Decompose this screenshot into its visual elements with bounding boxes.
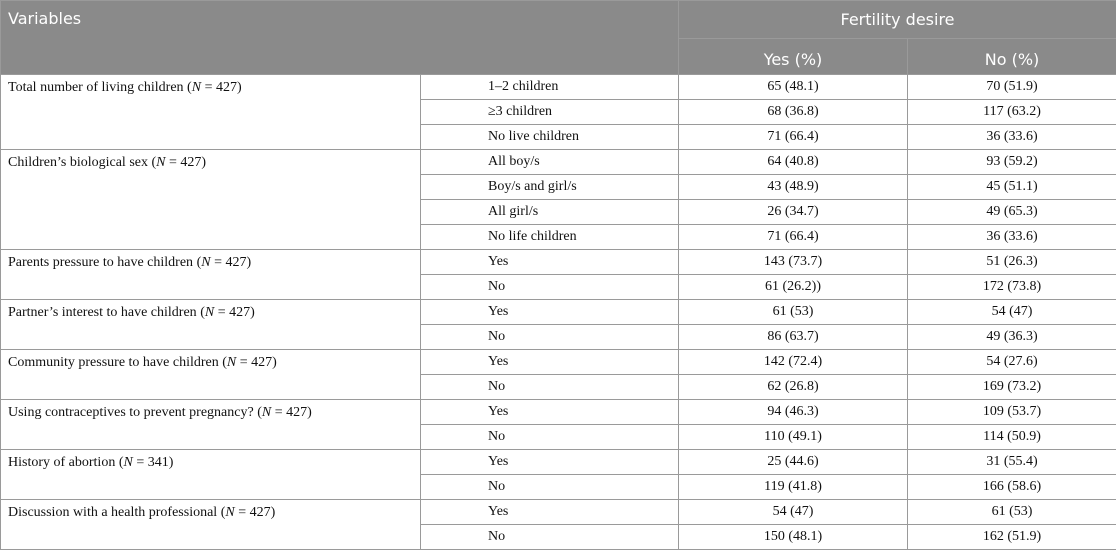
- category-cell: 1–2 children: [421, 75, 679, 100]
- yes-value-cell: 71 (66.4): [679, 125, 908, 150]
- yes-value-cell: 65 (48.1): [679, 75, 908, 100]
- category-cell: Yes: [421, 400, 679, 425]
- sample-size-label: N: [205, 305, 214, 320]
- category-cell: Boy/s and girl/s: [421, 175, 679, 200]
- yes-value-cell: 143 (73.7): [679, 250, 908, 275]
- sample-size-label: N: [201, 255, 210, 270]
- yes-value-cell: 150 (48.1): [679, 525, 908, 550]
- sample-size-value: = 427): [214, 255, 251, 270]
- category-cell: All boy/s: [421, 150, 679, 175]
- variable-name-cell: Parents pressure to have children (N = 427): [1, 250, 421, 300]
- yes-value-cell: 43 (48.9): [679, 175, 908, 200]
- yes-value-cell: 64 (40.8): [679, 150, 908, 175]
- no-value-cell: 49 (36.3): [908, 325, 1116, 350]
- category-cell: Yes: [421, 500, 679, 525]
- table-row: [1, 250, 1116, 275]
- category-cell: No: [421, 425, 679, 450]
- sample-size-value: = 427): [205, 80, 242, 95]
- yes-value-cell: 71 (66.4): [679, 225, 908, 250]
- yes-value-cell: 94 (46.3): [679, 400, 908, 425]
- variable-name: Children’s biological sex: [8, 155, 148, 170]
- yes-value-cell: 61 (26.2)): [679, 275, 908, 300]
- no-value-cell: 36 (33.6): [908, 125, 1116, 150]
- sample-size-value: = 427): [240, 355, 277, 370]
- sample-size-value: = 427): [218, 305, 255, 320]
- table-body: [1, 75, 1116, 550]
- sample-size-label: N: [192, 80, 201, 95]
- no-value-cell: 54 (47): [908, 300, 1116, 325]
- yes-value-cell: 26 (34.7): [679, 200, 908, 225]
- sample-size-label: N: [124, 455, 133, 470]
- no-value-cell: 31 (55.4): [908, 450, 1116, 475]
- yes-percent-header: Yes (%): [679, 39, 908, 75]
- sample-size-value: = 427): [275, 405, 312, 420]
- table-row: [1, 450, 1116, 475]
- variable-name-cell: Discussion with a health professional (N = 427): [1, 500, 421, 550]
- yes-value-cell: 25 (44.6): [679, 450, 908, 475]
- category-cell: No: [421, 275, 679, 300]
- no-value-cell: 49 (65.3): [908, 200, 1116, 225]
- variable-name-cell: History of abortion (N = 341): [1, 450, 421, 500]
- yes-value-cell: 62 (26.8): [679, 375, 908, 400]
- no-value-cell: 172 (73.8): [908, 275, 1116, 300]
- category-cell: No life children: [421, 225, 679, 250]
- no-value-cell: 36 (33.6): [908, 225, 1116, 250]
- no-value-cell: 114 (50.9): [908, 425, 1116, 450]
- category-cell: Yes: [421, 250, 679, 275]
- variable-name-cell: Community pressure to have children (N = 427): [1, 350, 421, 400]
- yes-value-cell: 119 (41.8): [679, 475, 908, 500]
- fertility-desire-header: Fertility desire: [679, 1, 1116, 39]
- no-value-cell: 162 (51.9): [908, 525, 1116, 550]
- table-row: [1, 75, 1116, 100]
- no-value-cell: 45 (51.1): [908, 175, 1116, 200]
- category-cell: No: [421, 525, 679, 550]
- table-row: [1, 400, 1116, 425]
- variable-name-cell: Children’s biological sex (N = 427): [1, 150, 421, 250]
- variable-name: Community pressure to have children: [8, 355, 219, 370]
- no-percent-header: No (%): [908, 39, 1116, 75]
- table-row: [1, 500, 1116, 525]
- no-value-cell: 54 (27.6): [908, 350, 1116, 375]
- sample-size-label: N: [227, 355, 236, 370]
- header-row-top: [1, 1, 1116, 39]
- sample-size-label: N: [156, 155, 165, 170]
- variable-name-cell: Using contraceptives to prevent pregnancy? (N = 427): [1, 400, 421, 450]
- yes-value-cell: 142 (72.4): [679, 350, 908, 375]
- table-row: [1, 300, 1116, 325]
- no-value-cell: 117 (63.2): [908, 100, 1116, 125]
- category-cell: No live children: [421, 125, 679, 150]
- category-cell: Yes: [421, 450, 679, 475]
- category-cell: Yes: [421, 350, 679, 375]
- variable-name: Discussion with a health professional: [8, 505, 217, 520]
- category-cell: No: [421, 375, 679, 400]
- no-value-cell: 61 (53): [908, 500, 1116, 525]
- sample-size-label: N: [262, 405, 271, 420]
- category-cell: Yes: [421, 300, 679, 325]
- no-value-cell: 169 (73.2): [908, 375, 1116, 400]
- category-cell: All girl/s: [421, 200, 679, 225]
- no-value-cell: 109 (53.7): [908, 400, 1116, 425]
- yes-value-cell: 86 (63.7): [679, 325, 908, 350]
- no-value-cell: 51 (26.3): [908, 250, 1116, 275]
- variables-header: Variables: [1, 1, 679, 75]
- sample-size-value: = 427): [169, 155, 206, 170]
- category-cell: ≥3 children: [421, 100, 679, 125]
- no-value-cell: 93 (59.2): [908, 150, 1116, 175]
- variable-name-cell: Total number of living children (N = 427): [1, 75, 421, 150]
- variable-name: Using contraceptives to prevent pregnancy?: [8, 405, 254, 420]
- yes-value-cell: 68 (36.8): [679, 100, 908, 125]
- variable-name: Total number of living children: [8, 80, 184, 95]
- table-row: [1, 350, 1116, 375]
- category-cell: No: [421, 325, 679, 350]
- no-value-cell: 70 (51.9): [908, 75, 1116, 100]
- variable-name: History of abortion: [8, 455, 115, 470]
- category-cell: No: [421, 475, 679, 500]
- yes-value-cell: 110 (49.1): [679, 425, 908, 450]
- sample-size-value: = 341): [136, 455, 173, 470]
- sample-size-value: = 427): [238, 505, 275, 520]
- variable-name-cell: Partner’s interest to have children (N = 427): [1, 300, 421, 350]
- no-value-cell: 166 (58.6): [908, 475, 1116, 500]
- yes-value-cell: 54 (47): [679, 500, 908, 525]
- variable-name: Partner’s interest to have children: [8, 305, 197, 320]
- sample-size-label: N: [225, 505, 234, 520]
- variable-name: Parents pressure to have children: [8, 255, 193, 270]
- table-row: [1, 150, 1116, 175]
- yes-value-cell: 61 (53): [679, 300, 908, 325]
